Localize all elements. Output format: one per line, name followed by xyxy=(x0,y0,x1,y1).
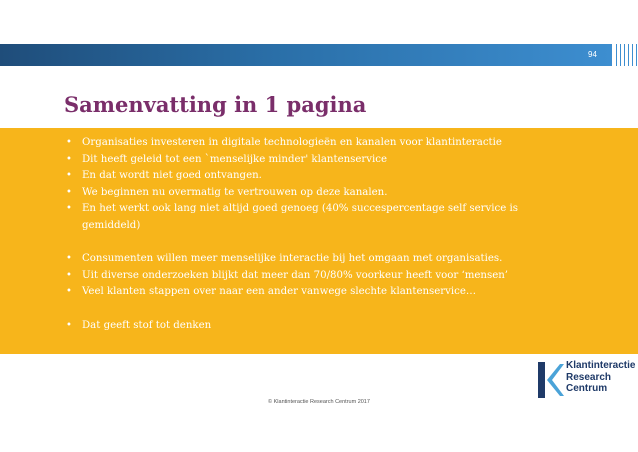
bullet-icon: • xyxy=(66,203,72,215)
decorative-lines xyxy=(616,44,638,66)
bullet-icon: • xyxy=(66,269,72,281)
list-item: • En het werkt ook lang niet altijd goed genoeg (40% succespercentage self service is gemiddeld) xyxy=(66,203,518,231)
bullet-icon: • xyxy=(66,286,72,298)
bullet-icon: • xyxy=(66,153,72,165)
bullet-icon: • xyxy=(66,137,72,148)
page-number: 94 xyxy=(588,50,597,59)
list-item: • We beginnen nu overmatig te vertrouwen op deze kanalen. xyxy=(66,185,556,202)
list-item: • En dat wordt niet goed ontvangen. xyxy=(66,168,556,185)
list-item: • Uit diverse onderzoeken blijkt dat meer dan 70/80% voorkeur heeft voor ‘mensen’ xyxy=(66,268,556,285)
bullet-icon: • xyxy=(66,319,72,331)
bullet-icon: • xyxy=(66,253,72,265)
footer-copyright: © Klantinteractie Research Centrum 2017 xyxy=(268,399,370,405)
bullet-icon: • xyxy=(66,186,72,198)
header-bar xyxy=(0,44,612,66)
list-item: • Organisaties investeren in digitale technologieën en kanalen voor klantinteractie xyxy=(66,135,556,152)
list-item: • Consumenten willen meer menselijke interactie bij het omgaan met organisaties. xyxy=(66,251,556,268)
list-item: • Dat geeft stof tot denken xyxy=(66,318,556,335)
list-item: • Dit heeft geleid tot een `menselijke minder' klantenservice xyxy=(66,152,556,169)
bullet-list xyxy=(66,135,556,334)
bullet-icon: • xyxy=(66,170,72,182)
logo-text: Klantinteractie Research Centrum xyxy=(566,360,636,394)
list-item: • Veel klanten stappen over naar een ander vanwege slechte klantenservice… xyxy=(66,284,556,301)
slide-title: Samenvatting in 1 pagina xyxy=(64,92,367,117)
